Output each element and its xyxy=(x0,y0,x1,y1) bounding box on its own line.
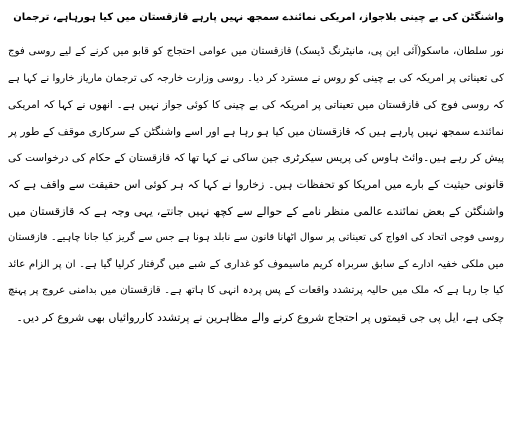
body-line: میں ملکی خفیہ ادارے کے سابق سربراہ کریم ماسیموف کو غداری کے شبے میں گرفتار کرلیا گیا ہے۔ ان پر الزام عائد xyxy=(8,258,504,270)
body-line: چکی ہے، ایل پی جی قیمتوں پر احتجاج شروع کرنے والے مظاہرین نے پرتشدد کارروائیاں بھی شروع کر دیں۔ xyxy=(16,310,504,324)
body-line: روسی فوجی اتحاد کی افواج کی تعیناتی پر سوال اٹھانا قانون سے نابلد ہونا ہے جس سے گریز کیا جانا چاہیے۔ قازقستان xyxy=(8,232,504,244)
body-line: کی تعیناتی پر امریکہ کی بے چینی کو روس نے مسترد کر دیا۔ روسی وزارت خارجہ کی ترجمان ماریاز خاروا نے کہا ہے xyxy=(8,72,504,84)
headline: واشنگٹن کی بے چینی بلاجواز، امریکی نمائندے سمجھ نہیں پارہے قازقستان میں کیا ہورہاہے، ترجمان xyxy=(8,4,504,35)
body-line: واشنگٹن کے بعض نمائندے عالمی منظر نامے کے حوالے سے کچھ نہیں جانتے، یہی وجہ ہے کہ قازقستان میں xyxy=(8,204,504,218)
body-line: قانونی حیثیت کے بارے میں امریکا کو تحفظات ہیں۔ زخاروا نے کہا کہ ہر کوئی اس حقیقت سے واقف ہے کہ xyxy=(8,177,504,191)
body-line: پیش کر رہے ہیں۔وائٹ ہاوس کی پریس سیکرٹری جین ساکی نے کہا تھا کہ قازقستان کے حکام کی درخواست کی xyxy=(8,152,504,165)
body-line: نمائندے سمجھ نہیں پارہے ہیں کہ قازقستان میں کیا ہو رہا ہے اور اسے واشنگٹن کے سرکاری موقف کے طور پر xyxy=(8,124,504,138)
body-line: کہ روسی فوج کی قازقستان میں تعیناتی پر امریکہ کی بے چینی کا کوئی جواز نہیں ہے۔ انھوں نے کہا کہ امریکی xyxy=(8,99,504,112)
article-body xyxy=(8,39,504,332)
body-line: کیا جا رہا ہے کہ ملک میں حالیہ پرتشدد واقعات کے پس پردہ انہی کا ہاتھ ہے۔ قازقستان میں بدامنی عروج پر پہنچ xyxy=(8,285,504,297)
body-line: نور سلطان، ماسکو(آئی این پی، مانیٹرنگ ڈیسک) قازقستان میں عوامی احتجاج کو قابو میں کرنے کے لیے روسی فوج xyxy=(8,46,504,57)
